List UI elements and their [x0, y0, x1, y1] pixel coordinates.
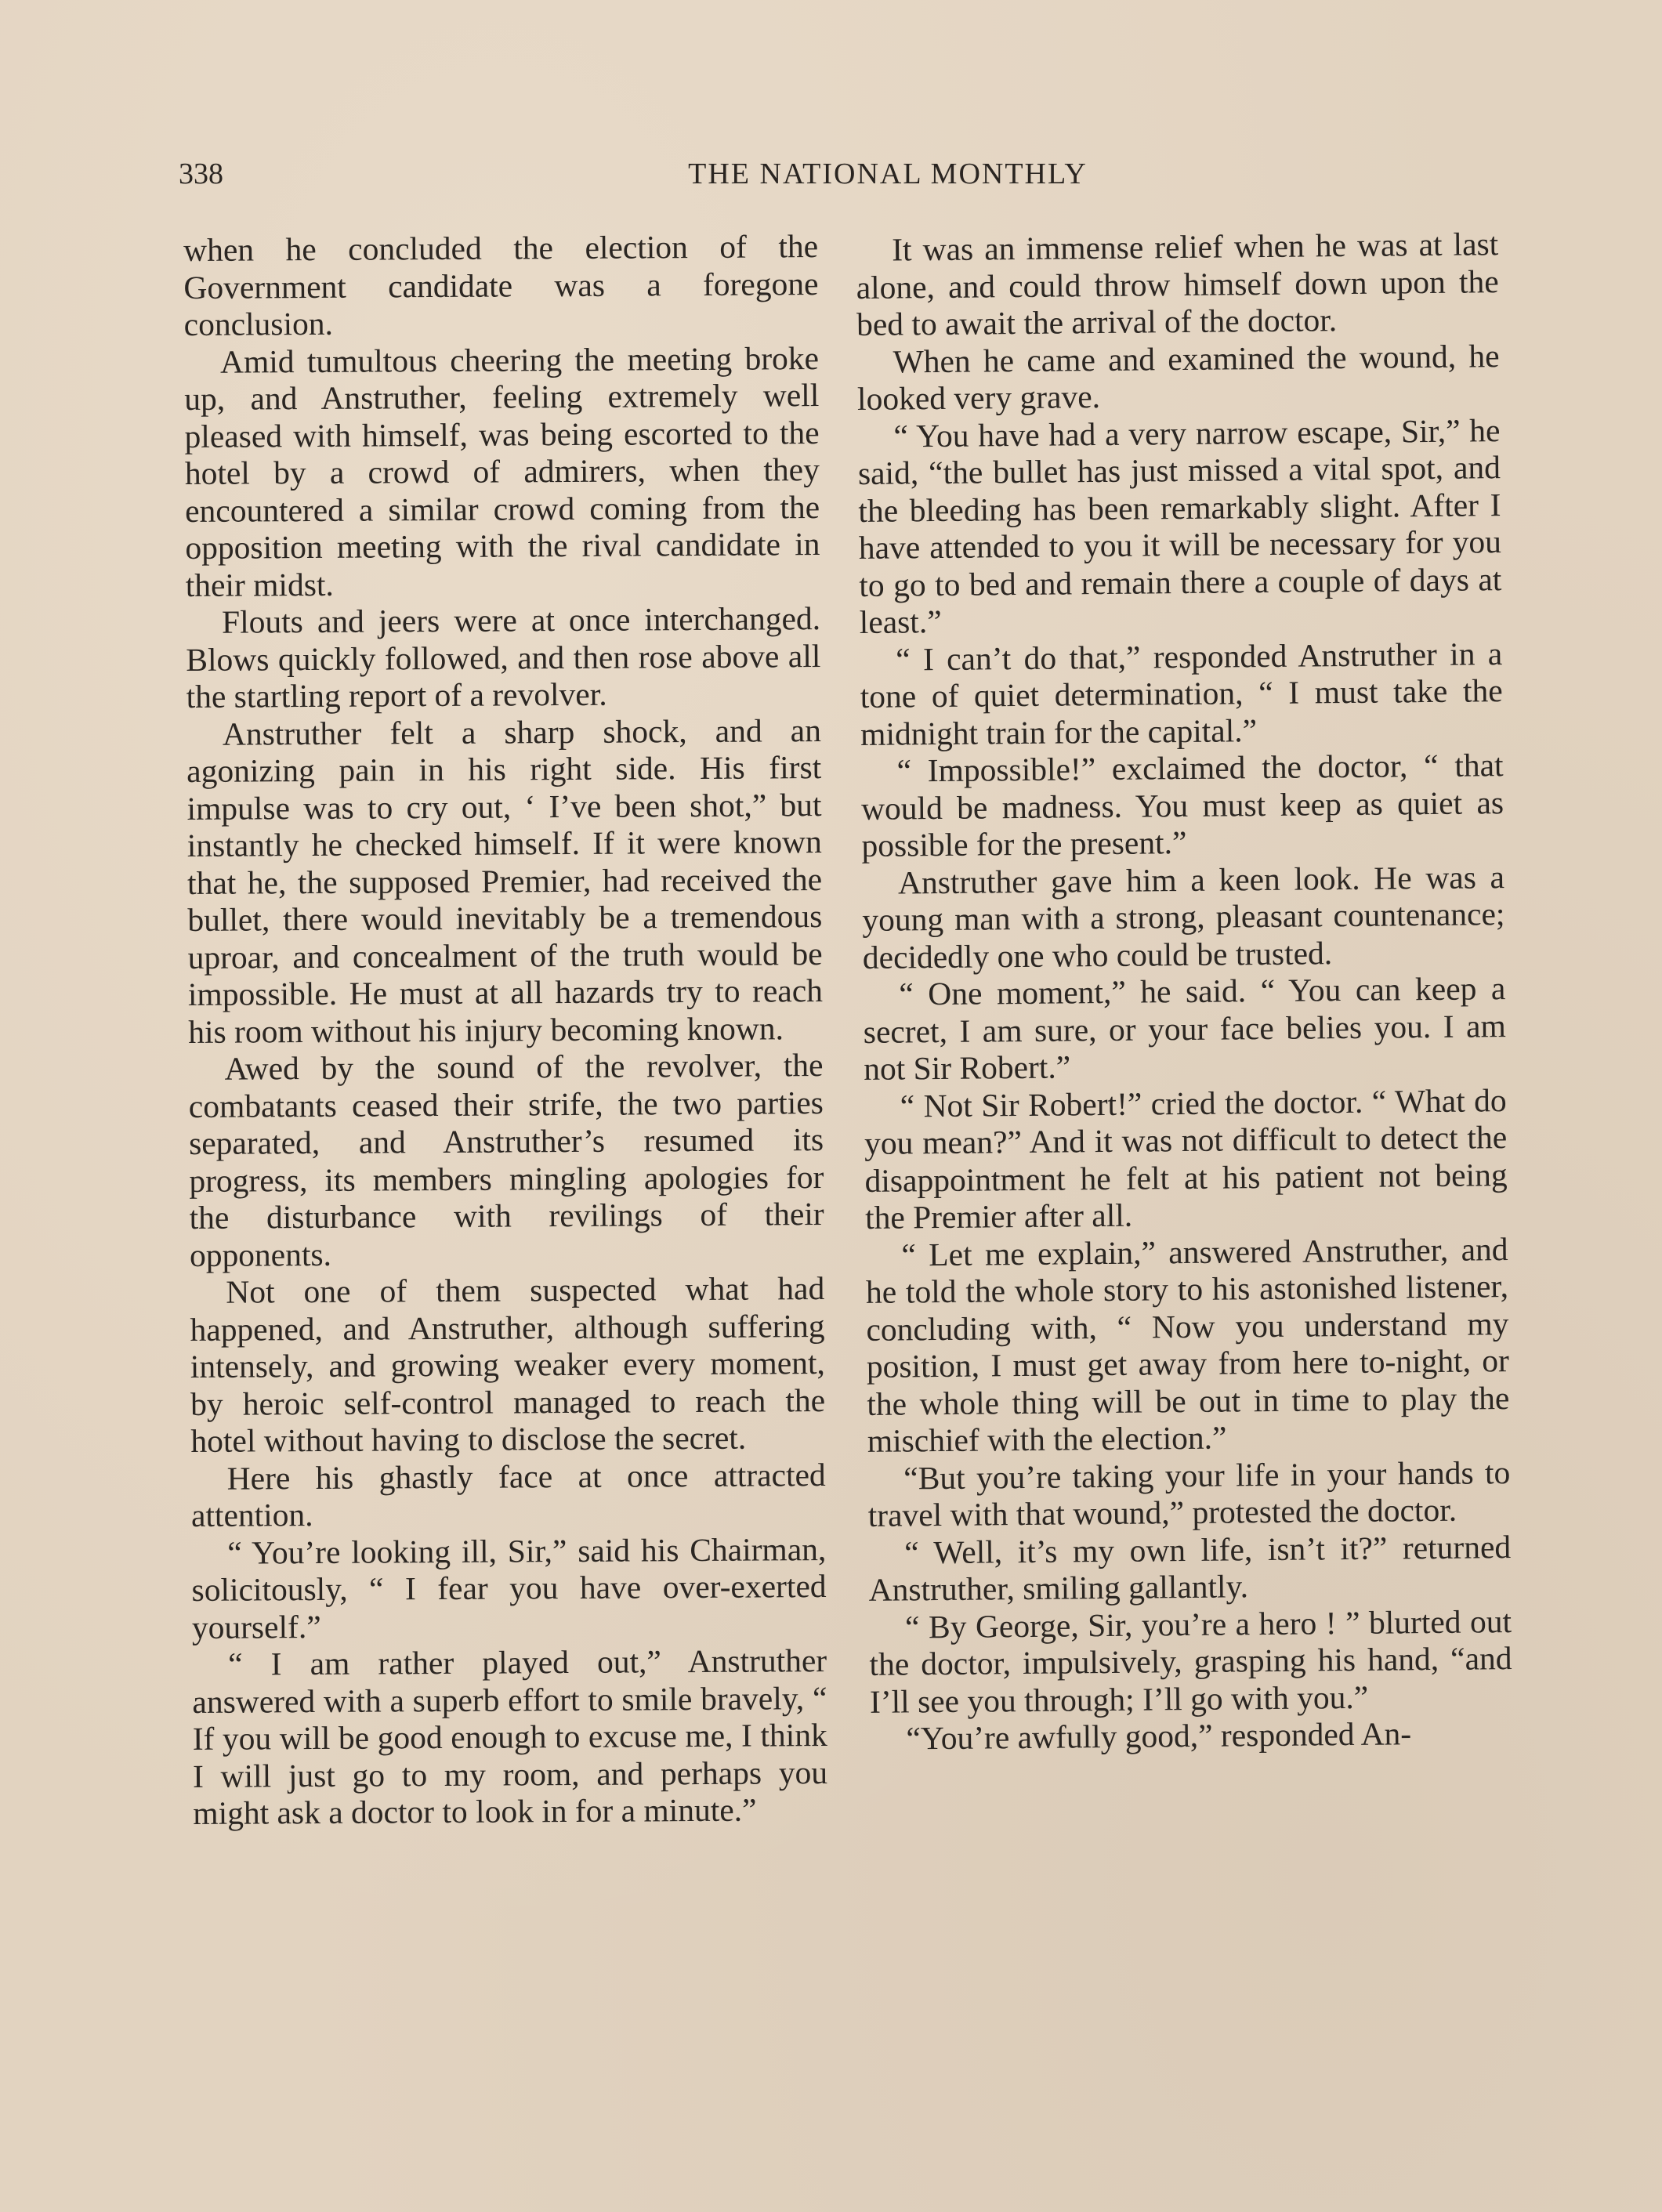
paragraph: When he came and examined the wound, he looked very grave. [856, 337, 1500, 417]
paragraph: “ I can’t do that,” responded Anstruther in a tone of quiet determination, “ I must take the midnight train for the capital.” [860, 635, 1503, 752]
paragraph: Anstruther gave him a keen look. He was a young man with a strong, pleasant countenance; decidedly one who could be trusted. [862, 858, 1505, 976]
paragraph: “ Impossible!” exclaimed the doctor, “ that would be madness. You must keep as quiet as possible for the present.” [860, 747, 1504, 863]
paragraph: “ Well, it’s my own life, isn’t it?” returned Anstruther, smiling gallantly. [868, 1528, 1512, 1608]
paragraph: “ One moment,” he said. “ You can keep a secret, I am sure, or your face belies you. I am not Sir Robert.” [863, 970, 1506, 1087]
paragraph: Flouts and jeers were at once interchanged. Blows quickly followed, and then rose above all the startling report of a revolver. [186, 600, 821, 715]
paragraph: “But you’re taking your life in your hands to travel with that wound,” protested the doctor. [867, 1454, 1511, 1533]
paragraph: Here his ghastly face at once attracted attention. [190, 1456, 826, 1533]
page-number: 338 [179, 157, 223, 190]
page-header [179, 157, 1487, 197]
paragraph: It was an immense relief when he was at last alone, and could throw himself down upon the bed to await the arrival of the doctor. [856, 226, 1499, 342]
paragraph: “ You have had a very narrow escape, Sir,” he said, “the bullet has just missed a vital spot, and the bleeding has been remarkably slight. After I have attended to you it will be necessary for you to go to bed and remain there a couple of days at least.” [857, 411, 1502, 640]
paragraph: when he concluded the election of the Government candidate was a foregone conclusion. [183, 228, 819, 342]
left-column [183, 228, 827, 1832]
paragraph: “ You’re looking ill, Sir,” said his Chairman, solicitously, “ I fear you have over-exerted yourself.” [191, 1530, 827, 1645]
paragraph: “ Not Sir Robert!” cried the doctor. “ What do you mean?” And it was not difficult to detect the disappointment he felt at his patient not being the Premier after all. [864, 1081, 1508, 1236]
paragraph: “ I am rather played out,” Anstruther answered with a superb effort to smile bravely, “ If you will be good enough to excuse me, I think I will just go to my room, and perhaps you might ask a doctor to look in for a minute.” [192, 1642, 828, 1831]
paragraph: “You’re awfully good,” responded An- [906, 1715, 1412, 1757]
right-column [856, 226, 1513, 1758]
paragraph: “ Let me explain,” answered Anstruther, and he told the whole story to his astonished listener, concluding with, “ Now you understand my position, I must get away from here to-night, or the whole thing will be out in time to play the mischief with the election.” [865, 1230, 1510, 1459]
paragraph: Awed by the sound of the revolver, the combatants ceased their strife, the two parties separated, and Anstruther’s resumed its progress, its members mingling apologies for the disturbance with revilings of their opponents. [188, 1047, 824, 1273]
paragraph: “ By George, Sir, you’re a hero ! ” blurted out the doctor, impulsively, grasping his hand, “and I’ll see you through; I’ll go with you.” [869, 1602, 1512, 1720]
paragraph: Not one of them suspected what had happened, and Anstruther, although suffering intensely, and growing weaker every moment, by heroic self-control managed to reach the hotel without having to disclose the secret. [190, 1270, 826, 1459]
paragraph: Anstruther felt a sharp shock, and an agonizing pain in his right side. His first impulse was to cry out, ‘ I’ve been shot,” but instantly he checked himself. If it were known that he, the supposed Premier, had received the bullet, there would inevitably be a tremendous uproar, and concealment of the truth would be impossible. He must at all hazards try to reach his room without his injury becoming known. [186, 711, 824, 1050]
paragraph: Amid tumultous cheering the meeting broke up, and Anstruther, feeling extremely well pleased with himself, was being escorted to the hotel by a crowd of admirers, when they encountered a similar crowd coming from the opposition meeting with the rival candidate in their midst. [184, 339, 820, 603]
running-title: THE NATIONAL MONTHLY [688, 157, 1088, 190]
